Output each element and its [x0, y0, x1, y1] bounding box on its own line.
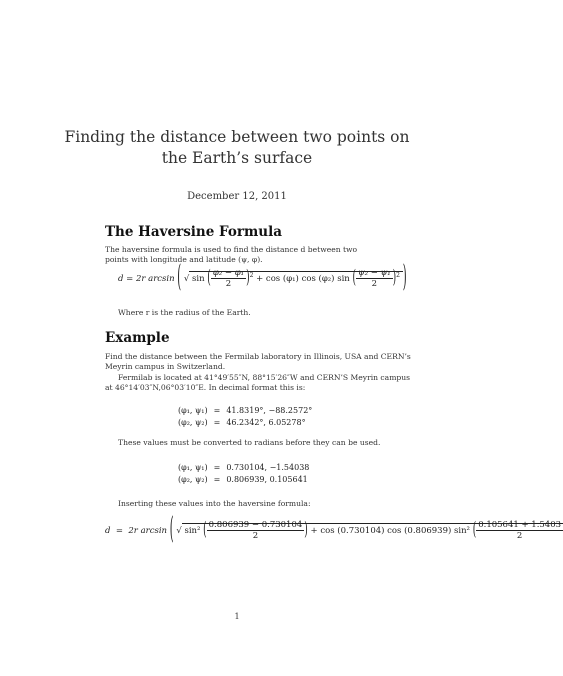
final-frac-2-num: 0.105641 + 1.5403 — [478, 520, 562, 530]
final-mid-term: + cos (0.730104) cos (0.806939) sin² — [310, 526, 470, 536]
formula-frac-2-den: 2 — [371, 279, 378, 289]
degrees-row — [175, 405, 315, 417]
radians-eq: = — [213, 475, 221, 484]
formula-paren-open: ( — [177, 262, 182, 295]
radians-lhs: (φ₁, ψ₁) — [178, 463, 208, 472]
radians-rhs: 0.730104, −1.54038 — [226, 463, 310, 472]
radians-lhs: (φ₂, ψ₂) — [178, 475, 208, 484]
formula-frac-2 — [356, 268, 393, 289]
final-frac-1-den: 2 — [252, 531, 259, 541]
final-eq-sign: = — [115, 526, 123, 536]
example-p3: These values must be converted to radians before they can be used. — [118, 438, 381, 447]
final-equation — [105, 514, 562, 547]
example-p2-line2: at 46°14′03″N,06°03′10″E. In decimal format this is: — [105, 383, 306, 392]
formula-paren-close: ) — [402, 262, 407, 295]
paren-close-1: ) — [246, 268, 250, 289]
final-paren-open-1: ( — [203, 520, 207, 541]
degrees-table — [175, 405, 315, 429]
radians-eq: = — [213, 463, 221, 472]
degrees-eq: = — [213, 406, 221, 415]
radians-rhs: 0.806939, 0.105641 — [226, 475, 308, 484]
final-frac-1-num: 0.806939 − 0.730104 — [208, 520, 303, 530]
section-heading-example: Example — [105, 330, 170, 346]
formula-frac-1 — [211, 268, 246, 289]
final-paren-close-1: ) — [304, 520, 308, 541]
final-frac-2-den: 2 — [516, 531, 523, 541]
formula-exp-1: 2 — [249, 272, 254, 280]
paren-open-1: ( — [207, 268, 211, 289]
degrees-rhs: 41.8319°, −88.2572° — [226, 406, 313, 415]
example-p4: Inserting these values into the haversine formula: — [118, 499, 311, 508]
paren-open-2: ( — [352, 268, 356, 289]
final-frac-1 — [207, 520, 305, 541]
final-lhs: d — [105, 526, 111, 536]
example-p1-line2: Meyrin campus in Switzerland. — [105, 362, 226, 371]
final-paren-open-2: ( — [472, 520, 477, 541]
formula-radicand — [189, 268, 402, 289]
paper-title: Finding the distance between two points on the Earth’s surface — [64, 128, 410, 167]
formula-cos-term: + cos (φ₁) cos (φ₂) sin — [256, 274, 350, 284]
formula-sin-1: sin — [192, 274, 205, 284]
final-sqrt-sign: √ — [176, 526, 182, 536]
haversine-intro: The haversine formula is used to find the distance d between two points with longitude and latitude (ψ, φ). — [105, 245, 358, 265]
haversine-formula — [118, 262, 407, 295]
degrees-rhs: 46.2342°, 6.05278° — [226, 418, 306, 427]
radians-row — [175, 462, 312, 474]
formula-frac-1-den: 2 — [225, 279, 232, 289]
page-number: 1 — [234, 612, 240, 621]
formula-frac-2-num: ψ₂ − ψ₁ — [357, 268, 391, 278]
degrees-lhs: (φ₁, ψ₁) — [178, 406, 208, 415]
final-radicand — [182, 520, 563, 541]
final-frac-2 — [476, 520, 563, 541]
degrees-eq: = — [213, 418, 221, 427]
final-paren-open: ( — [169, 514, 174, 547]
example-p1-line1: Find the distance between the Fermilab laboratory in Illinois, USA and CERN’s — [105, 352, 411, 361]
formula-lhs: d = 2r arcsin — [118, 274, 175, 284]
formula-frac-1-num: φ₂ − φ₁ — [212, 268, 245, 278]
where-text: Where r is the radius of the Earth. — [118, 308, 251, 317]
final-pre: 2r arcsin — [128, 526, 168, 536]
paren-close-2: ) — [392, 268, 397, 289]
radians-table — [175, 462, 312, 486]
final-sin2-1: sin² — [184, 526, 201, 536]
paper-date: December 12, 2011 — [187, 191, 287, 202]
section-heading-haversine: The Haversine Formula — [105, 224, 282, 240]
degrees-row — [175, 417, 315, 429]
degrees-lhs: (φ₂, ψ₂) — [178, 418, 208, 427]
formula-exp-2: 2 — [396, 272, 400, 280]
formula-sqrt-sign: √ — [183, 274, 190, 284]
radians-row — [175, 474, 312, 486]
example-p2-line1: Fermilab is located at 41°49′55″N, 88°15′26″W and CERN’S Meyrin campus — [118, 373, 411, 382]
